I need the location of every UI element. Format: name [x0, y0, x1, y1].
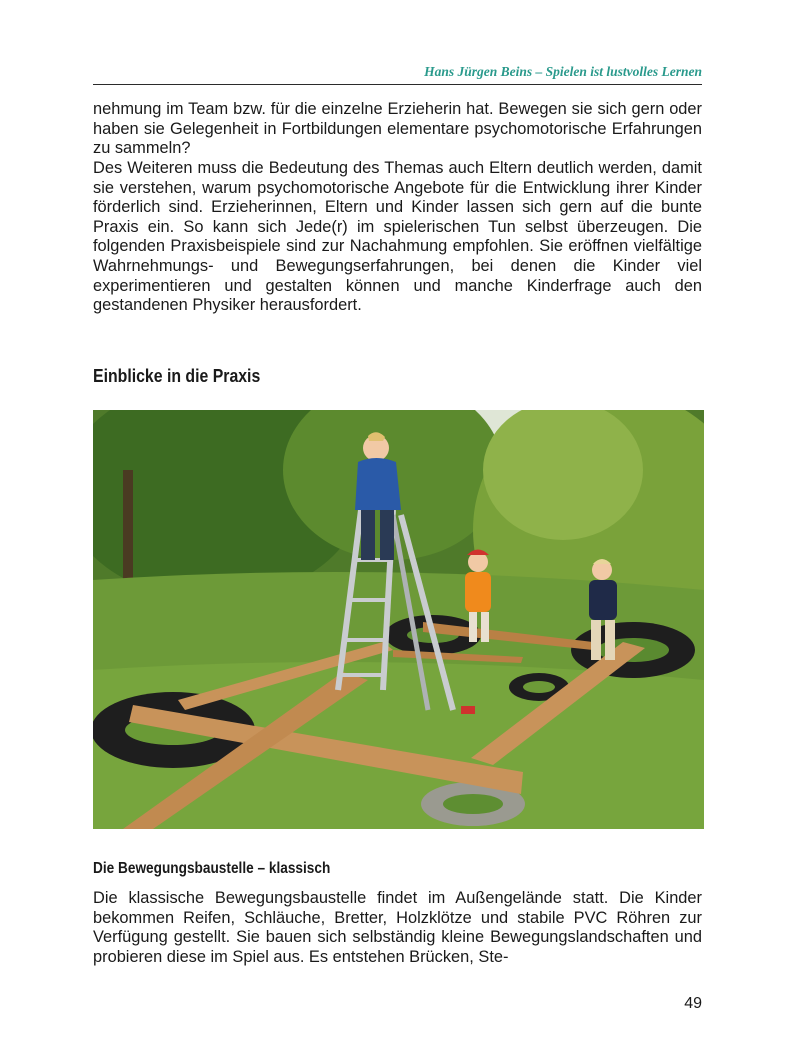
playground-photo [93, 410, 704, 829]
second-paragraph: Des Weiteren muss die Bedeutung des Themas auch Eltern deutlich werden, damit sie verstehen, warum psychomotorische Angebote für die Entwicklung ihrer Kinder förderlich sind. Erzieherinnen, Eltern und Kinder lassen sich gern auf die bunte Praxis ein. So kann sich Jede(r) im spielerischen Tun selbst überzeugen. Die folgenden Praxisbeispiele sind zur Nachahmung empfohlen. Sie eröffnen vielfältige Wahrnehmungs- und Bewegungserfahrungen, bei denen die Kinder viel experimentieren und gestalten können und manche Kinderfrage auch den gestandenen Physiker herausfordert. [93, 159, 702, 315]
subsection-heading: Die Bewegungsbaustelle – klassisch [93, 860, 331, 877]
running-header: Hans Jürgen Beins – Spielen ist lustvolles Lernen [424, 64, 702, 79]
intro-paragraph: nehmung im Team bzw. für die einzelne Erzieherin hat. Bewegen sie sich gern oder haben sie Gelegenheit in Fortbildungen elementare psychomotorische Erfahrungen zu sammeln? [93, 100, 702, 158]
subsection-paragraph: Die klassische Bewegungsbaustelle findet im Außengelände statt. Die Kinder bekommen Reifen, Schläuche, Bretter, Holzklötze und stabile PVC Röhren zur Verfügung gestellt. Sie bauen sich selbständig kleine Bewegungslandschaften und probieren diese im Spiel aus. Es entstehen Brücken, Ste- [93, 889, 702, 966]
section-heading: Einblicke in die Praxis [93, 366, 261, 386]
header-rule [93, 84, 702, 85]
page-number: 49 [684, 995, 702, 1012]
